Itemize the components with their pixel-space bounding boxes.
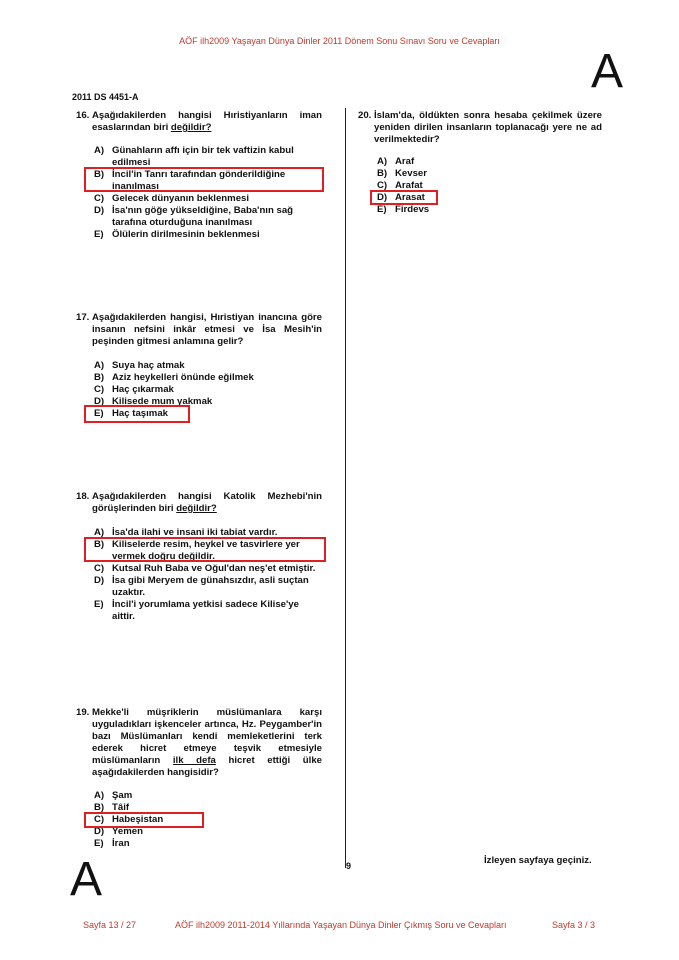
footer-right: Sayfa 3 / 3 — [552, 920, 596, 930]
option-a[interactable]: A) Araf — [377, 156, 415, 167]
options-20 — [377, 156, 597, 216]
booklet-letter-bottom: A — [70, 853, 103, 906]
option-b[interactable]: B) Kevser — [377, 168, 428, 179]
answer-mark-19 — [84, 812, 204, 828]
booklet-letter-top: A — [591, 45, 624, 98]
question-number: 19. — [76, 707, 90, 718]
option-e[interactable]: E) İncil'i yorumlama yetkisi sadece Kilise'ye aittir. — [94, 599, 299, 622]
option-c[interactable]: C) Haç çıkarmak — [94, 384, 174, 395]
question-stem: Aşağıdakilerden hangisi Hıristiyanların iman esaslarından biri değildir? — [92, 110, 322, 133]
option-a[interactable]: A) Şam — [94, 790, 133, 801]
document-header: AÖF ilh2009 Yaşayan Dünya Dinler 2011 Dönem Sonu Sınavı Soru ve Cevapları — [179, 36, 500, 46]
footer-left: Sayfa 13 / 27 — [83, 920, 137, 930]
option-d[interactable]: D) İsa'nın göğe yükseldiğine, Baba'nın sağ tarafına oturduğuna inanılması — [94, 205, 294, 228]
question-stem: Mekke'li müşriklerin müslümanlara karşı uyguladıkları işkenceler artınca, Hz. Peygamber'in bazı Müslümanları kendi memleketlerini terk ederek hicret etmeye teşvik etmesiyle müslümanların ilk defa hicret ettiği ülke aşağıdakilerden hangisidir? — [92, 707, 322, 778]
option-b[interactable]: B) Tâif — [94, 802, 130, 813]
question-number: 16. — [76, 110, 90, 121]
question-stem: Aşağıdakilerden hangisi, Hıristiyan inancına göre insanın nefsini inkâr etmesi ve İsa Mesih'in peşinden gitmesi anlamına gelir? — [92, 312, 322, 347]
question-number: 18. — [76, 491, 90, 502]
option-d[interactable]: D) Kilisede mum yakmak — [94, 396, 213, 407]
answer-mark-20 — [370, 190, 438, 205]
option-e[interactable]: E) İran — [94, 838, 130, 849]
option-d[interactable]: D) Yemen — [94, 826, 143, 837]
option-c[interactable]: C) Gelecek dünyanın beklenmesi — [94, 193, 250, 204]
option-a[interactable]: A) Suya haç atmak — [94, 360, 185, 371]
footer-center: AÖF ilh2009 2011-2014 Yıllarında Yaşayan Dünya Dinler Çıkmış Soru ve Cevapları — [175, 920, 507, 930]
options-16 — [94, 145, 320, 241]
option-d[interactable]: D) İsa gibi Meryem de günahsızdır, asli suçtan uzaktır. — [94, 575, 309, 598]
exam-code: 2011 DS 4451-A — [72, 92, 139, 102]
question-stem: Aşağıdakilerden hangisi Katolik Mezhebi'nin görüşlerinden biri değildir? — [92, 491, 322, 514]
answer-mark-17 — [84, 405, 190, 423]
option-c[interactable]: C) Arafat — [377, 180, 423, 191]
next-page-note: İzleyen sayfaya geçiniz. — [484, 855, 592, 866]
answer-mark-18 — [84, 537, 326, 562]
question-stem: İslam'da, öldükten sonra hesaba çekilmek üzere yeniden dirilen insanların toplanacağı yere ne ad verilmektedir? — [374, 110, 602, 145]
option-e[interactable]: E) Firdevs — [377, 204, 430, 215]
option-e[interactable]: E) Haç taşımak — [94, 408, 168, 419]
option-a[interactable]: A) İsa'da ilahi ve insani iki tabiat vardır. — [94, 527, 278, 538]
option-e[interactable]: E) Ölülerin dirilmesinin beklenmesi — [94, 229, 260, 240]
option-c[interactable]: C) Habeşistan — [94, 814, 164, 825]
answer-mark-16 — [84, 167, 324, 192]
question-number: 20. — [358, 110, 372, 121]
question-number: 17. — [76, 312, 90, 323]
option-d[interactable]: D) Arasat — [377, 192, 425, 203]
column-divider — [345, 108, 346, 868]
option-a[interactable]: A) Günahların affı için bir tek vaftizin kabul edilmesi — [94, 145, 294, 168]
option-b[interactable]: B) Aziz heykelleri önünde eğilmek — [94, 372, 254, 383]
option-c[interactable]: C) Kutsal Ruh Baba ve Oğul'dan neş'et etmiştir. — [94, 563, 316, 574]
page-number: 9 — [346, 861, 352, 871]
option-b[interactable]: B) Kiliselerde resim, heykel ve tasvirlere yer vermek doğru değildir. — [94, 539, 300, 562]
option-b[interactable]: B) İncil'in Tanrı tarafından gönderildiğine inanılması — [94, 169, 286, 192]
